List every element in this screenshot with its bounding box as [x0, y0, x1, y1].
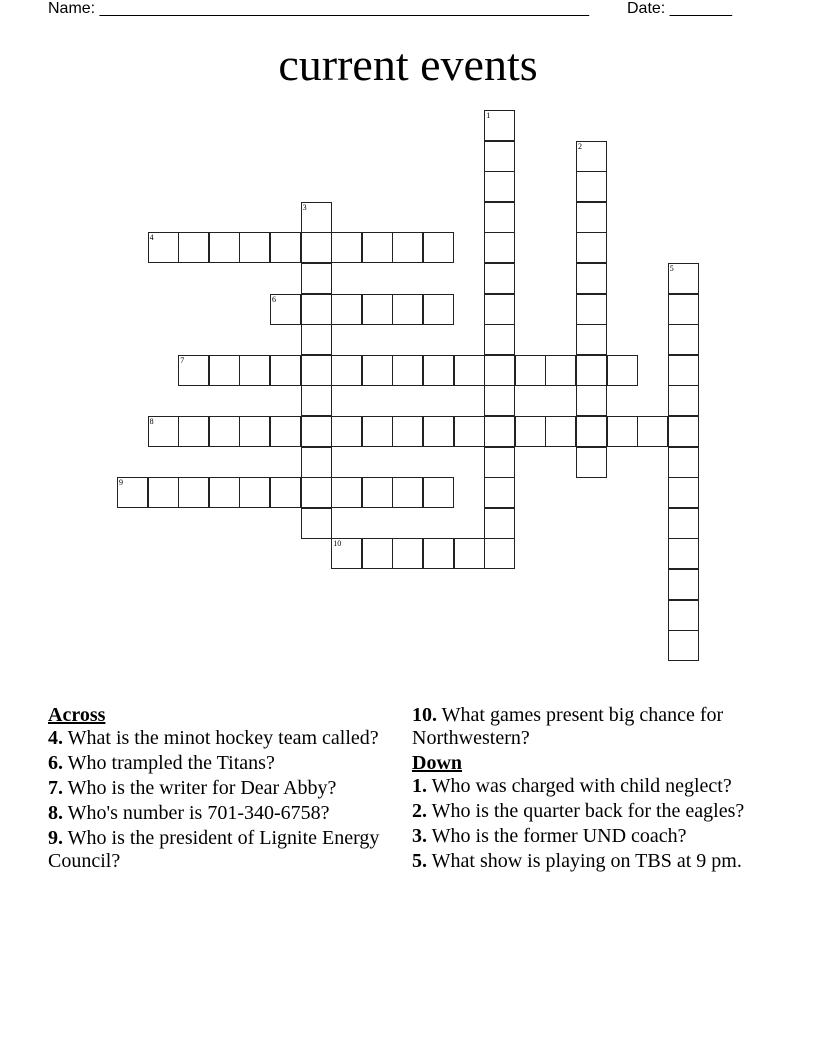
grid-cell[interactable]	[423, 232, 454, 263]
grid-cell[interactable]	[545, 355, 576, 386]
grid-cell[interactable]	[331, 477, 362, 508]
grid-cell[interactable]	[576, 141, 607, 172]
grid-cell[interactable]	[576, 294, 607, 325]
grid-cell[interactable]	[178, 416, 209, 447]
grid-cell[interactable]	[239, 477, 270, 508]
grid-cell[interactable]	[484, 385, 515, 416]
grid-cell[interactable]	[576, 232, 607, 263]
grid-cell[interactable]	[515, 355, 546, 386]
clue-down-5: 5. What show is playing on TBS at 9 pm.	[412, 850, 742, 872]
grid-cell[interactable]	[515, 416, 546, 447]
grid-cell[interactable]	[239, 416, 270, 447]
grid-cell[interactable]	[301, 385, 332, 416]
grid-cell[interactable]	[117, 477, 148, 508]
grid-cell[interactable]	[270, 416, 301, 447]
cell-number: 1	[486, 111, 491, 120]
grid-cell[interactable]	[331, 294, 362, 325]
grid-cell[interactable]	[301, 508, 332, 539]
cell-number: 3	[302, 202, 307, 212]
grid-cell[interactable]	[668, 508, 699, 539]
grid-cell[interactable]	[209, 477, 240, 508]
name-field[interactable]: Name: _______________________________________________________	[48, 0, 589, 17]
grid-cell[interactable]	[668, 600, 699, 631]
clue-across-6: 6. Who trampled the Titans?	[48, 752, 275, 774]
cell-number: 9	[119, 478, 123, 488]
grid-cell[interactable]	[484, 324, 515, 355]
grid-cell[interactable]	[423, 538, 454, 569]
cell-number: 4	[149, 233, 154, 243]
grid-cell[interactable]	[668, 324, 699, 355]
clue-across-10: 10. What games present big chance for Northwestern?	[412, 704, 724, 749]
grid-cell[interactable]	[484, 538, 515, 569]
grid-cell[interactable]	[392, 232, 423, 263]
grid-cell[interactable]	[576, 324, 607, 355]
grid-cell[interactable]	[454, 355, 485, 386]
grid-cell[interactable]	[209, 355, 240, 386]
grid-cell[interactable]	[301, 477, 332, 508]
grid-cell[interactable]	[178, 477, 209, 508]
clue-column-right	[412, 704, 752, 875]
grid-cell[interactable]	[178, 232, 209, 263]
cell-number: 6	[272, 294, 276, 304]
grid-cell[interactable]	[484, 263, 515, 294]
grid-cell[interactable]	[668, 447, 699, 478]
clue-down-3: 3. Who is the former UND coach?	[412, 825, 687, 847]
grid-cell[interactable]	[484, 171, 515, 202]
grid-cell[interactable]	[392, 355, 423, 386]
grid-cell[interactable]	[270, 232, 301, 263]
date-field[interactable]: Date: _______	[627, 0, 732, 17]
grid-cell[interactable]	[301, 416, 332, 447]
clue-across-8: 8. Who's number is 701-340-6758?	[48, 802, 330, 824]
grid-cell[interactable]	[668, 538, 699, 569]
grid-cell[interactable]	[392, 416, 423, 447]
grid-cell[interactable]	[484, 110, 515, 141]
grid-cell[interactable]	[362, 232, 393, 263]
grid-cell[interactable]	[148, 416, 179, 447]
grid-cell[interactable]	[484, 202, 515, 233]
grid-cell[interactable]	[576, 202, 607, 233]
grid-cell[interactable]	[484, 477, 515, 508]
grid-cell[interactable]	[301, 447, 332, 478]
grid-cell[interactable]	[239, 355, 270, 386]
grid-cell[interactable]	[668, 355, 699, 386]
grid-cell[interactable]	[484, 416, 515, 447]
grid-cell[interactable]	[484, 447, 515, 478]
clue-across-4: 4. What is the minot hockey team called?	[48, 727, 379, 749]
grid-cell[interactable]	[576, 263, 607, 294]
cell-number: 10	[333, 539, 342, 549]
grid-cell[interactable]	[668, 416, 699, 447]
grid-cell[interactable]	[392, 294, 423, 325]
grid-cell[interactable]	[331, 416, 362, 447]
cell-number: 2	[578, 141, 582, 151]
grid-cell[interactable]	[362, 294, 393, 325]
grid-cell[interactable]	[209, 416, 240, 447]
grid-cell[interactable]	[148, 232, 179, 263]
grid-cell[interactable]	[209, 232, 240, 263]
clue-across-7: 7. Who is the writer for Dear Abby?	[48, 777, 337, 799]
grid-cell[interactable]	[484, 294, 515, 325]
grid-cell[interactable]	[331, 538, 362, 569]
down-heading: Down	[412, 752, 463, 774]
grid-cell[interactable]	[301, 202, 332, 233]
cell-number: 8	[149, 417, 154, 426]
grid-cell[interactable]	[301, 355, 332, 386]
grid-cell[interactable]	[362, 477, 393, 508]
grid-cell[interactable]	[576, 385, 607, 416]
grid-cell[interactable]	[484, 355, 515, 386]
grid-cell[interactable]	[423, 355, 454, 386]
clue-down-2: 2. Who is the quarter back for the eagles?	[412, 800, 745, 822]
grid-cell[interactable]	[362, 355, 393, 386]
grid-cell[interactable]	[576, 355, 607, 386]
grid-cell[interactable]	[484, 141, 515, 172]
grid-cell[interactable]	[484, 508, 515, 539]
grid-cell[interactable]	[484, 232, 515, 263]
grid-cell[interactable]	[454, 416, 485, 447]
grid-cell[interactable]	[576, 416, 607, 447]
grid-cell[interactable]	[331, 355, 362, 386]
grid-cell[interactable]	[668, 263, 699, 294]
grid-cell[interactable]	[301, 232, 332, 263]
grid-cell[interactable]	[301, 294, 332, 325]
clue-across-9: 9. Who is the president of Lignite Energy Council?	[48, 827, 380, 872]
cell-number: 7	[180, 355, 185, 365]
grid-cell[interactable]	[362, 416, 393, 447]
clue-down-1: 1. Who was charged with child neglect?	[412, 775, 732, 797]
grid-cell[interactable]	[392, 477, 423, 508]
grid-cell[interactable]	[270, 355, 301, 386]
grid-cell[interactable]	[301, 324, 332, 355]
grid-cell[interactable]	[148, 477, 179, 508]
grid-cell[interactable]	[392, 538, 423, 569]
grid-cell[interactable]	[576, 171, 607, 202]
grid-cell[interactable]	[668, 477, 699, 508]
grid-cell[interactable]	[454, 538, 485, 569]
grid-cell[interactable]	[423, 294, 454, 325]
grid-cell[interactable]	[423, 477, 454, 508]
grid-cell[interactable]	[239, 232, 270, 263]
grid-cell[interactable]	[270, 294, 301, 325]
across-heading: Across	[48, 704, 106, 726]
grid-cell[interactable]	[301, 263, 332, 294]
grid-cell[interactable]	[331, 232, 362, 263]
grid-cell[interactable]	[607, 416, 638, 447]
grid-cell[interactable]	[668, 294, 699, 325]
grid-cell[interactable]	[423, 416, 454, 447]
grid-cell[interactable]	[668, 569, 699, 600]
grid-cell[interactable]	[668, 630, 699, 661]
clue-column-left	[48, 704, 388, 875]
grid-cell[interactable]	[270, 477, 301, 508]
grid-cell[interactable]	[637, 416, 668, 447]
grid-cell[interactable]	[178, 355, 209, 386]
grid-cell[interactable]	[668, 385, 699, 416]
grid-cell[interactable]	[576, 447, 607, 478]
grid-cell[interactable]	[607, 355, 638, 386]
cell-number: 5	[669, 264, 674, 273]
grid-cell[interactable]	[545, 416, 576, 447]
puzzle-title: current events	[278, 39, 538, 90]
grid-cell[interactable]	[362, 538, 393, 569]
